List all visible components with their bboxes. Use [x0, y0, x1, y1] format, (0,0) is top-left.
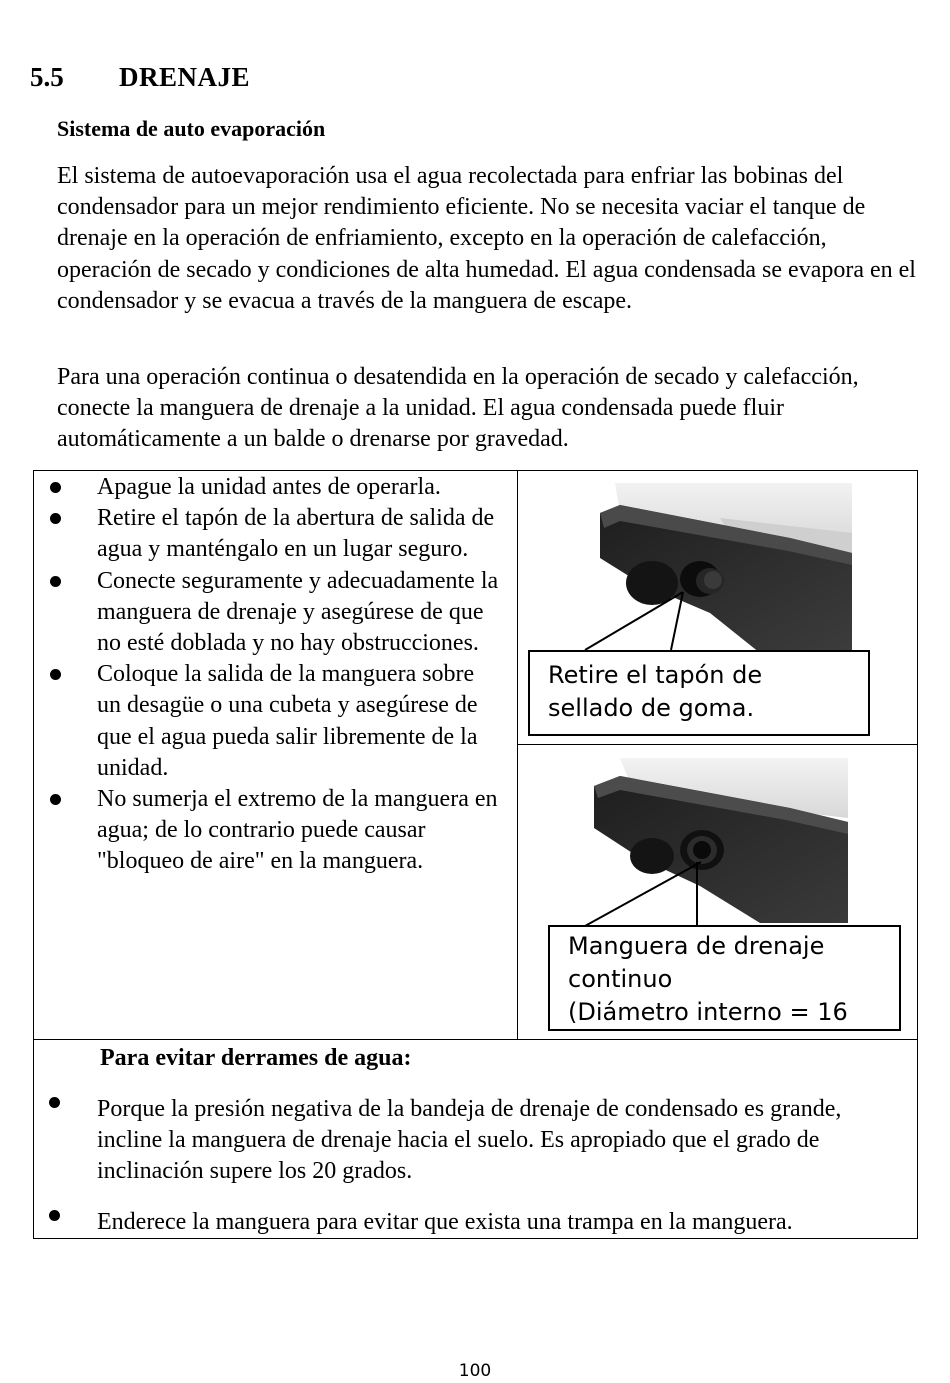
spill-item: Enderece la manguera para evitar que exista una trampa en la manguera. — [97, 1209, 793, 1235]
bullet-icon — [49, 1097, 60, 1108]
callout-leader-line — [585, 860, 725, 928]
page-number: 100 — [458, 1361, 492, 1381]
spill-item: Porque la presión negativa de la bandeja de drenaje de condensado es grande, incline la manguera de drenaje hacia el suelo. Es apropiado que el grado de inclinación supere los 20 grados. — [97, 1096, 842, 1185]
list-item: No sumerja el extremo de la manguera en agua; de lo contrario puede causar "bloqueo de aire" en la manguera. — [40, 784, 500, 878]
bullet-icon — [49, 1210, 60, 1221]
spill-prevention-title: Para evitar derrames de agua: — [100, 1045, 412, 1071]
steps-list — [40, 472, 500, 878]
subheading: Sistema de auto evaporación — [57, 116, 326, 141]
bullet-icon — [50, 794, 61, 805]
bullet-icon — [50, 576, 61, 587]
list-item: Retire el tapón de la abertura de salida de agua y manténgalo en un lugar seguro. — [40, 503, 500, 565]
bullet-icon — [50, 513, 61, 524]
callout-continuous-drain-hose: Manguera de drenaje continuo (Diámetro interno = 16 — [548, 925, 901, 1031]
callout-leader-line — [575, 590, 695, 652]
list-item: Conecte seguramente y adecuadamente la manguera de drenaje y asegúrese de que no esté doblada y no hay obstrucciones. — [40, 566, 500, 660]
table-column-divider — [517, 470, 518, 1040]
callout-remove-plug: Retire el tapón de sellado de goma. — [528, 650, 870, 736]
bullet-icon — [50, 669, 61, 680]
bullet-icon — [50, 482, 61, 493]
paragraph-continuous-operation: Para una operación continua o desatendida en la operación de secado y calefacción, conecte la manguera de drenaje a la unidad. El agua condensada puede fluir automáticamente a un balde o drenarse por gravedad. — [57, 364, 859, 453]
section-title: DRENAJE — [119, 62, 251, 92]
list-item: Apague la unidad antes de operarla. — [40, 472, 500, 503]
table-row-divider — [517, 744, 918, 745]
section-number: 5.5 — [30, 62, 64, 92]
paragraph-auto-evaporation: El sistema de autoevaporación usa el agua recolectada para enfriar las bobinas del condensador para un mejor rendimiento eficiente. No se necesita vaciar el tanque de drenaje en la operación de enfriamiento, excepto en la operación de calefacción, operación de secado y condiciones de alta humedad. El agua condensada se evapora en el condensador y se evacua a través de la manguera de escape. — [57, 163, 916, 314]
list-item: Coloque la salida de la manguera sobre un desagüe o una cubeta y asegúrese de que el agua pueda salir libremente de la unidad. — [40, 659, 500, 784]
